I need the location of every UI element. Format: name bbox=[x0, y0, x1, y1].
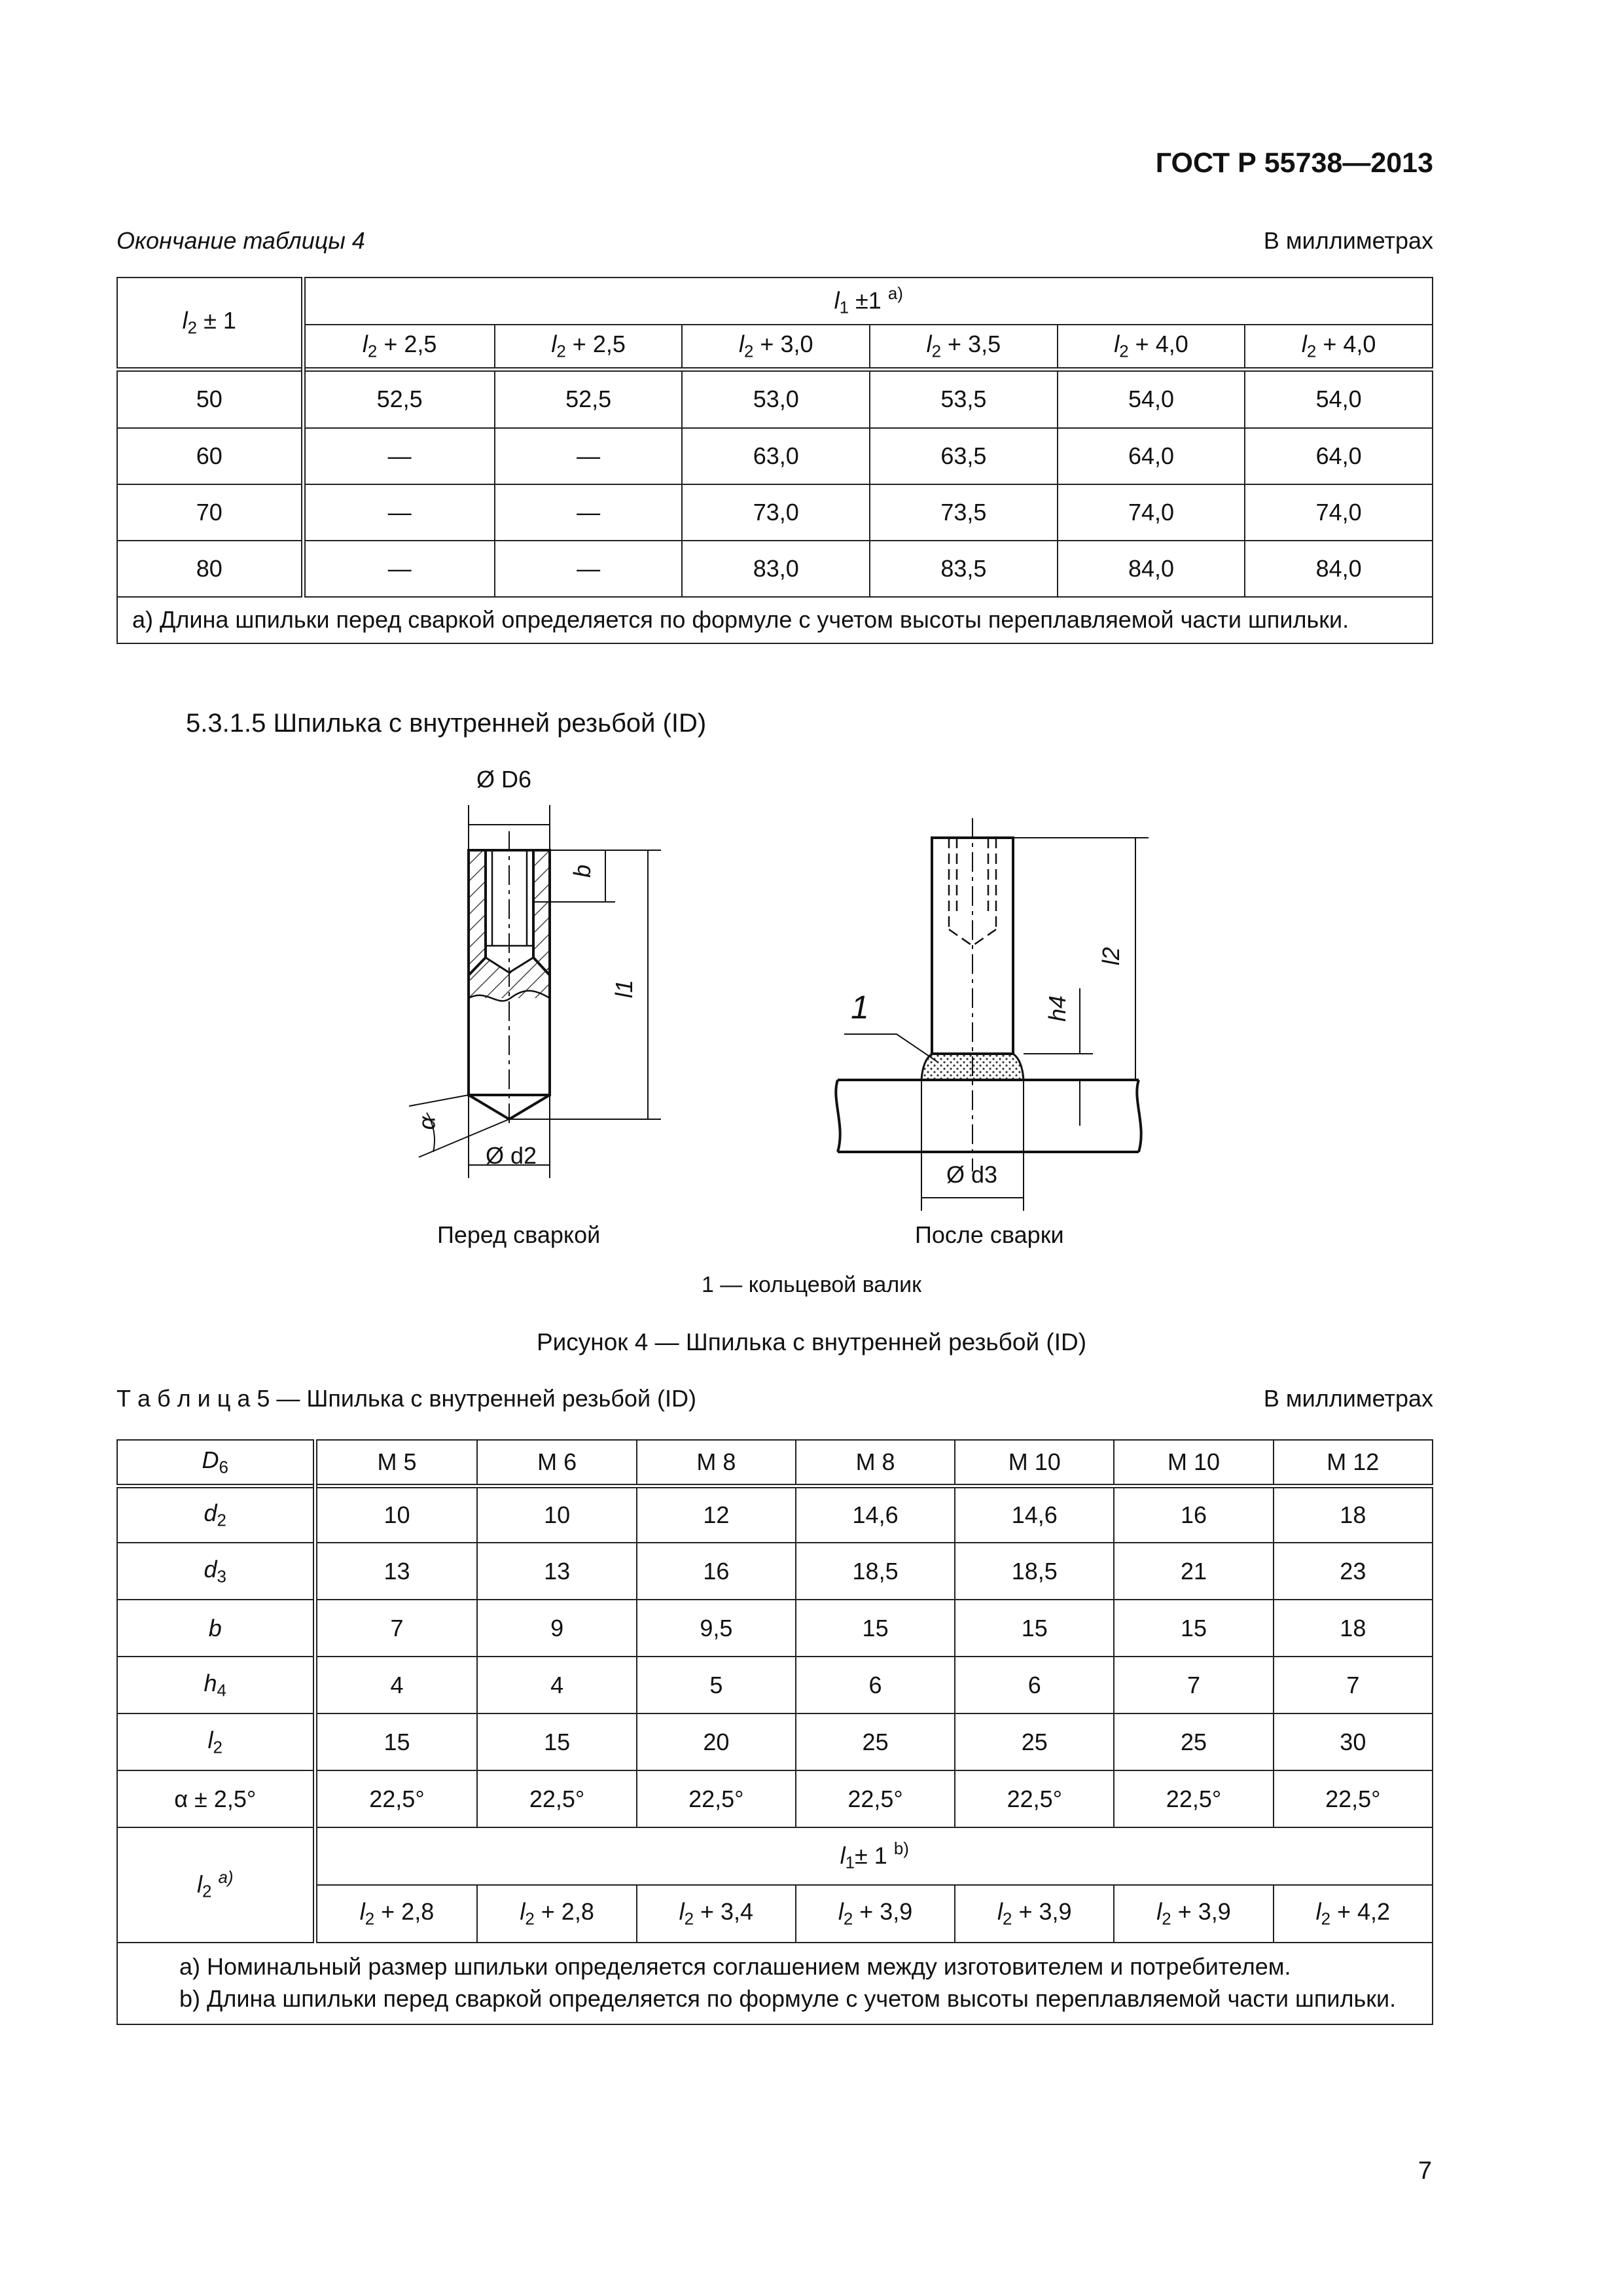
table-row bbox=[117, 1657, 1433, 1713]
table4-cell: 53,5 bbox=[870, 369, 1058, 428]
table-row bbox=[117, 1770, 1433, 1827]
dim-label-d2: Ø d2 bbox=[486, 1142, 537, 1169]
table5-subhead: $l_2 + 3,9$ bbox=[1114, 1885, 1273, 1943]
table5-caption: Т а б л и ц а 5 — Шпилька с внутренней резьбой (ID) bbox=[116, 1385, 697, 1412]
table4-key: 50 bbox=[117, 369, 303, 428]
table5-colhead: М 6 bbox=[477, 1440, 636, 1486]
table5-cell: 22,5° bbox=[637, 1770, 796, 1827]
table5-cell: 10 bbox=[477, 1486, 636, 1543]
table4-units: В миллиметрах bbox=[1263, 227, 1433, 254]
table4-key: 70 bbox=[117, 484, 303, 541]
dim-label-D6: Ø D6 bbox=[476, 766, 532, 793]
table5-cell: 18 bbox=[1274, 1600, 1433, 1657]
table5-cell: 23 bbox=[1274, 1543, 1433, 1600]
table5-key: $d_2$ bbox=[117, 1486, 315, 1543]
table5-cell: 9,5 bbox=[637, 1600, 796, 1657]
dim-label-h4: h4 bbox=[1044, 995, 1071, 1022]
document-id: ГОСТ Р 55738—2013 bbox=[1155, 147, 1433, 179]
table-row bbox=[117, 1600, 1433, 1657]
table5-key: b bbox=[117, 1600, 315, 1657]
table4-subhead: $l_2 + 3,5$ bbox=[870, 325, 1058, 369]
figure-legend: 1 — кольцевой валик bbox=[701, 1272, 922, 1297]
table5-cell: 6 bbox=[796, 1657, 955, 1713]
table4-cell: 74,0 bbox=[1245, 484, 1433, 541]
stud-before-welding bbox=[469, 831, 550, 1126]
table4-cell: 64,0 bbox=[1245, 428, 1433, 484]
table5-cell: 9 bbox=[477, 1600, 636, 1657]
table5-units: В миллиметрах bbox=[1263, 1385, 1433, 1412]
table5-cell: 25 bbox=[1114, 1713, 1273, 1770]
table5-colhead: М 5 bbox=[315, 1440, 477, 1486]
table5-subhead: $l_2 + 3,9$ bbox=[796, 1885, 955, 1943]
table5-cell: 7 bbox=[1274, 1657, 1433, 1713]
table5-group-head: $l_1\pm 1$ $^{b)}$ bbox=[315, 1827, 1433, 1885]
table5-cell: 15 bbox=[955, 1600, 1114, 1657]
table5-colhead: М 8 bbox=[796, 1440, 955, 1486]
table5-caption-row bbox=[116, 1385, 1433, 1414]
table5-cell: 15 bbox=[477, 1713, 636, 1770]
table4-cell: 83,0 bbox=[682, 541, 870, 597]
table5-cell: 20 bbox=[637, 1713, 796, 1770]
table4-cell: 83,5 bbox=[870, 541, 1058, 597]
table4-subhead: $l_2 + 4,0$ bbox=[1058, 325, 1245, 369]
table4-key: 80 bbox=[117, 541, 303, 597]
table5-colhead: М 12 bbox=[1274, 1440, 1433, 1486]
table5-cell: 30 bbox=[1274, 1713, 1433, 1770]
table5-note-b: b) Длина шпильки перед сваркой определяется по формуле с учетом высоты переплавляемой части шпильки. bbox=[179, 1984, 1397, 2012]
table4-cell: 52,5 bbox=[303, 369, 495, 428]
table5-cell: 5 bbox=[637, 1657, 796, 1713]
table4-cell: 63,0 bbox=[682, 428, 870, 484]
table5-cell: 12 bbox=[637, 1486, 796, 1543]
table5-cell: 22,5° bbox=[796, 1770, 955, 1827]
dim-label-l1: l1 bbox=[611, 979, 638, 999]
table5-key: $h_4$ bbox=[117, 1657, 315, 1713]
table5-cell: 13 bbox=[477, 1543, 636, 1600]
table-row bbox=[117, 1713, 1433, 1770]
table4-cell: — bbox=[303, 484, 495, 541]
table5-subhead: $l_2 + 3,9$ bbox=[955, 1885, 1114, 1943]
table4-cell: 74,0 bbox=[1058, 484, 1245, 541]
table4-cell: 54,0 bbox=[1058, 369, 1245, 428]
table5-cell: 22,5° bbox=[1274, 1770, 1433, 1827]
table5-cell: 22,5° bbox=[955, 1770, 1114, 1827]
table5-cell: 25 bbox=[955, 1713, 1114, 1770]
table5-cell: 15 bbox=[796, 1600, 955, 1657]
table4-cell: 52,5 bbox=[495, 369, 683, 428]
table5-cell: 15 bbox=[315, 1713, 477, 1770]
table5-subhead: $l_2 + 2,8$ bbox=[315, 1885, 477, 1943]
dim-label-d3: Ø d3 bbox=[946, 1161, 998, 1188]
table5-cell: 16 bbox=[637, 1543, 796, 1600]
table4-key: 60 bbox=[117, 428, 303, 484]
table4-cell: 84,0 bbox=[1058, 541, 1245, 597]
table5-subhead: $l_2 + 2,8$ bbox=[477, 1885, 636, 1943]
table4-cell: — bbox=[495, 484, 683, 541]
table5-cell: 4 bbox=[315, 1657, 477, 1713]
table5-cell: 18,5 bbox=[796, 1543, 955, 1600]
table5-cell: 13 bbox=[315, 1543, 477, 1600]
table5-l2-head: $l_2$ $^{а)}$ bbox=[117, 1827, 315, 1943]
table-row bbox=[117, 1486, 1433, 1543]
table5-cell: 16 bbox=[1114, 1486, 1273, 1543]
table4-cell: 73,0 bbox=[682, 484, 870, 541]
table5-cell: 14,6 bbox=[796, 1486, 955, 1543]
table5-cell: 15 bbox=[1114, 1600, 1273, 1657]
table4-cell: 64,0 bbox=[1058, 428, 1245, 484]
table5-notes bbox=[117, 1943, 1433, 2024]
table5-colhead: М 10 bbox=[955, 1440, 1114, 1486]
table5-cell: 22,5° bbox=[1114, 1770, 1273, 1827]
table5-subhead: $l_2 + 3,4$ bbox=[637, 1885, 796, 1943]
page-number: 7 bbox=[1418, 2157, 1432, 2185]
table5-note-a: а) Номинальный размер шпильки определяется соглашением между изготовителем и потребителем. bbox=[179, 1953, 1291, 1980]
table4-cell: 53,0 bbox=[682, 369, 870, 428]
table-row bbox=[117, 1543, 1433, 1600]
table5-cell: 22,5° bbox=[315, 1770, 477, 1827]
dim-label-b: b bbox=[569, 864, 596, 878]
table4-cell: 54,0 bbox=[1245, 369, 1433, 428]
table5-cell: 4 bbox=[477, 1657, 636, 1713]
label-after-welding: После сварки bbox=[915, 1221, 1064, 1248]
table5-col-head: $D_6$ bbox=[117, 1440, 315, 1486]
table4-footnote: а) Длина шпильки перед сваркой определяется по формуле с учетом высоты переплавляемой части шпильки. bbox=[117, 597, 1433, 643]
table4-cell: — bbox=[495, 428, 683, 484]
table5-cell: 10 bbox=[315, 1486, 477, 1543]
table4-cell: 63,5 bbox=[870, 428, 1058, 484]
table4-row-head: $l_2 \pm 1$ bbox=[117, 278, 303, 369]
table5-colhead: М 8 bbox=[637, 1440, 796, 1486]
table5 bbox=[116, 1439, 1433, 2025]
table5-key: $l_2$ bbox=[117, 1713, 315, 1770]
table4-group-head: $l_1 \pm 1$ $^{а)}$ bbox=[303, 278, 1433, 325]
dim-label-l2: l2 bbox=[1097, 946, 1125, 966]
section-title: 5.3.1.5 Шпилька с внутренней резьбой (ID) bbox=[186, 709, 707, 738]
stud-after-welding bbox=[836, 818, 1141, 1172]
table4-cell: 73,5 bbox=[870, 484, 1058, 541]
table5-cell: 14,6 bbox=[955, 1486, 1114, 1543]
table4-subhead: $l_2 + 4,0$ bbox=[1245, 325, 1433, 369]
dim-label-alpha: α bbox=[413, 1116, 440, 1130]
table5-cell: 6 bbox=[955, 1657, 1114, 1713]
table4-cell: — bbox=[303, 541, 495, 597]
table5-cell: 21 bbox=[1114, 1543, 1273, 1600]
table4-subhead: $l_2 + 2,5$ bbox=[303, 325, 495, 369]
table4-cell: — bbox=[495, 541, 683, 597]
table5-cell: 7 bbox=[1114, 1657, 1273, 1713]
table4-subhead: $l_2 + 2,5$ bbox=[495, 325, 683, 369]
table5-subhead: $l_2 + 4,2$ bbox=[1274, 1885, 1433, 1943]
table4-cell: 84,0 bbox=[1245, 541, 1433, 597]
table5-cell: 7 bbox=[315, 1600, 477, 1657]
table5-colhead: М 10 bbox=[1114, 1440, 1273, 1486]
table5-key: α ± 2,5° bbox=[117, 1770, 315, 1827]
table4-caption: Окончание таблицы 4 bbox=[116, 227, 365, 254]
table4-cell: — bbox=[303, 428, 495, 484]
table5-cell: 18,5 bbox=[955, 1543, 1114, 1600]
table5-cell: 25 bbox=[796, 1713, 955, 1770]
label-before-welding: Перед сваркой bbox=[437, 1221, 601, 1248]
table5-cell: 18 bbox=[1274, 1486, 1433, 1543]
table4-subhead: $l_2 + 3,0$ bbox=[682, 325, 870, 369]
table5-key: $d_3$ bbox=[117, 1543, 315, 1600]
callout-1: 1 bbox=[851, 989, 869, 1026]
table5-cell: 22,5° bbox=[477, 1770, 636, 1827]
figure-caption: Рисунок 4 — Шпилька с внутренней резьбой (ID) bbox=[536, 1329, 1087, 1355]
